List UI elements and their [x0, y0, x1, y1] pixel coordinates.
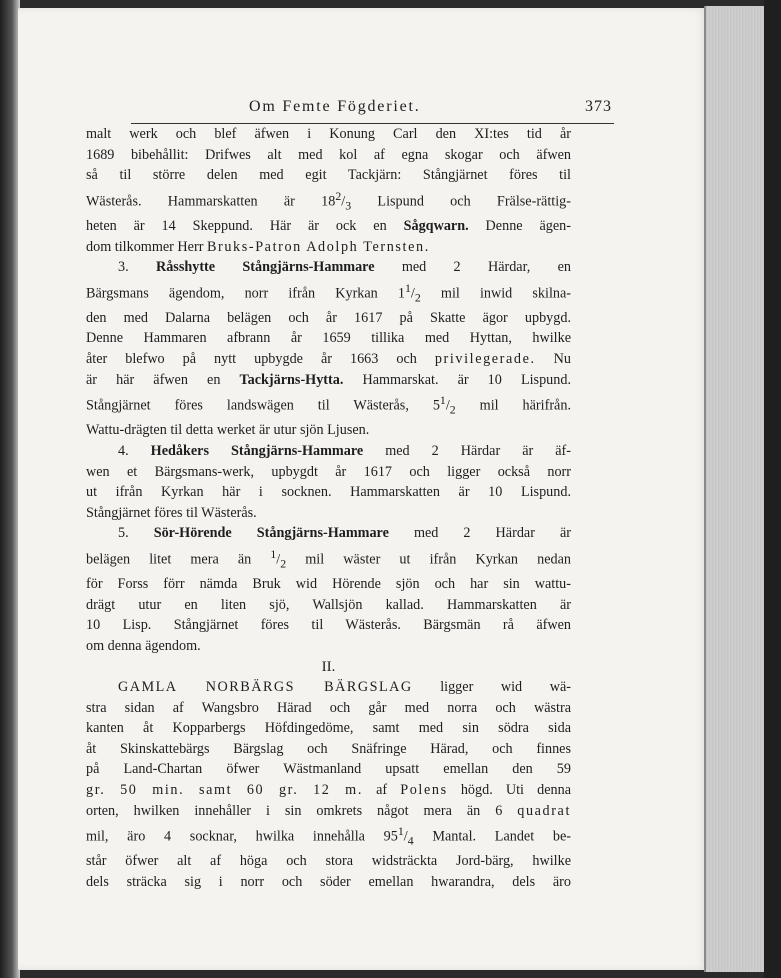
text-line: dels sträcka sig i norr och söder emellan hwarandra, dels äro	[86, 874, 571, 890]
text-line: med 2 Härdar är äf-	[363, 443, 571, 459]
text-line: åter blefwo på nytt upbygde år 1663 och	[86, 351, 435, 368]
text-line: mil, äro 4 socknar, hwilka innehålla 95	[86, 828, 398, 845]
caps-heading: GAMLA NORBÄRGS BÄRGSLAG	[118, 679, 413, 696]
text-line: kanten åt Kopparbergs Höfdingedöme, samt med sin södra sida	[86, 720, 571, 737]
text-line: malt werk och blef äfwen i Konung Carl den XI:tes tid år	[86, 126, 571, 142]
spaced-word: quadrat	[517, 802, 571, 819]
spaced-text: gr. 50 min. samt 60 gr. 12 m.	[86, 782, 363, 799]
running-title: Om Femte Fögderiet.	[249, 98, 421, 115]
fraction-denominator: 2	[414, 290, 421, 305]
section-heading: II.	[321, 658, 336, 675]
paragraph-4: 5. Sör-Hörende Stångjärns-Hammare med 2 Härdar är belägen litet mera än $^1/_2$ mil wäster ut ifrån Kyrkan nedan för Forss förr nämda Bruk wid Hörende sjön och har sin wattu- drägt utur en liten sjö, Wallsjön kallad. Hammarskatten är 10 Lisp. Stångjärnet föres til Wästerås. Bärgsmän rå äfwen	[86, 525, 571, 634]
item-number: 4.	[118, 443, 151, 459]
text-line: orten, hwilken innehåller i sin omkrets något mera än 6	[86, 802, 518, 819]
text-line: heten är 14 Skeppund. Här är ock en	[86, 217, 404, 234]
text-line: åt Skinskattebärgs Bärgslag och Snäfringe Härad, och finnes	[86, 740, 571, 757]
fraction-denominator: 2	[449, 402, 456, 417]
text-line: Denne Hammaren afbrann år 1659 tillika med Hyttan, hwilke	[86, 330, 571, 347]
text-line: 10 Lisp. Stångjärnet föres til Wästerås. Bärgsmän rå äfwen	[86, 617, 571, 634]
text-line: mil wäster ut ifrån Kyrkan nedan	[286, 551, 571, 568]
text-line: står öfwer alt af höga och stora widsträckta Jord-bärg, hwilke	[86, 853, 571, 870]
text-line: med 2 Härdar är	[388, 525, 571, 542]
text-line: Mantal. Landet be-	[413, 828, 571, 845]
spaced-name: Bruks-Patron Adolph Ternsten.	[206, 238, 430, 255]
text-line: Denne ägen-	[468, 217, 571, 234]
fraction-denominator: 2	[280, 556, 287, 571]
text-line: är här äfwen en	[86, 371, 240, 388]
spaced-word: privilegerade.	[434, 351, 536, 368]
paragraph-3	[86, 441, 571, 503]
text-line: för Forss förr nämda Bruk wid Hörende sjön och har sin wattu-	[86, 576, 571, 593]
fraction-numerator: 2	[335, 188, 342, 203]
text-line: ligger wid wä-	[412, 679, 571, 696]
book-cover-edge	[764, 0, 781, 978]
text-line: Wattu-drägten til detta werket är utur sjön Ljusen.	[86, 422, 370, 439]
text-line: Wästerås. Hammarskatten är 18	[86, 193, 336, 210]
item-number: 5.	[118, 525, 154, 542]
fraction-numerator: 1	[439, 393, 446, 408]
page-edges	[704, 6, 768, 972]
paragraph-4-end	[86, 636, 571, 657]
fraction-denominator: 3	[345, 198, 352, 213]
text-line: dom tilkommer Herr	[86, 238, 207, 255]
bold-heading: Råsshytte Stångjärns-Hammare	[155, 259, 375, 276]
bold-heading: Hedåkers Stångjärns-Hammare	[150, 443, 364, 459]
text-line: ut ifrån Kyrkan här i socknen. Hammarskatten är 10 Lispund.	[86, 484, 571, 501]
paragraph-1-end	[86, 237, 571, 258]
fraction-numerator: 1	[270, 546, 277, 561]
item-number: 3.	[118, 259, 156, 276]
text-line: drägt utur en liten sjö, Wallsjön kallad. Hammarskatten är	[86, 596, 571, 613]
text-line: Lispund och Frälse-rättig-	[351, 193, 571, 210]
paragraph-5: GAMLA NORBÄRGS BÄRGSLAG ligger wid wä- stra sidan af Wangsbro Härad och går med norra och wästra kanten åt Kopparbergs Höfdingedöme, samt med sin södra sida åt Skinskattebärgs Bärgslag och Snäfringe Härad, och finnes på Land-Chartan öfwer Wästmanland upsatt emellan den 59 gr. 50 min. samt 60 gr. 12 m. af Polens högd. Uti denna orten, hwilken innehåller i sin omkrets något mera än 6 quadrat mil, äro 4 socknar, hwilka innehålla $95^1/_4$ Mantal. Landet be- står öfwer alt af höga och stora widsträckta Jord-bärg, hwilke dels sträcka sig i norr och söder emellan hwarandra, dels äro	[86, 679, 571, 890]
text-line: stra sidan af Wangsbro Härad och går med norra och wästra	[86, 699, 571, 716]
text-line: så til större delen med egit Tackjärn: Stångjärnet föres til	[86, 167, 571, 184]
text-line: Stångjärnet föres til Wästerås.	[86, 504, 257, 521]
body-text	[86, 124, 571, 893]
text-line: wen et Bärgsmans-werk, upbygdt år 1617 och ligger också norr	[86, 463, 571, 480]
text-line: 1689 bibehållit: Drifwes alt med kol af egna skogar och äfwen	[86, 146, 571, 163]
text-line: Stångjärnet föres landswägen til Wästerås, 5	[86, 397, 440, 414]
text-line: med 2 Härdar, en	[374, 259, 571, 276]
paragraph-3-end	[86, 503, 571, 524]
paragraph-2: 3. Råsshytte Stångjärns-Hammare med 2 Härdar, en Bärgsmans ägendom, norr ifrån Kyrkan $1^1/_2$ mil inwid skilna- den med Dalarna belägen och år 1617 på Skatte ägor upbygd. Denne Hammaren afbrann år 1659 tillika med Hyttan, hwilke åter blefwo på nytt upbygde år 1663 och privilegerade. Nu är här äfwen en Tackjärns-Hytta. Hammarskat. är 10 Lispund. Stångjärnet föres landswägen til Wästerås, $5^1/_2$ mil härifrån.	[86, 259, 571, 417]
text-line: högd. Uti denna	[447, 782, 571, 799]
spaced-name: Polens	[400, 782, 448, 799]
text-line: mil inwid skilna-	[420, 285, 571, 302]
paragraph-1: malt werk och blef äfwen i Konung Carl den XI:tes tid år 1689 bibehållit: Drifwes alt med kol af egna skogar och äfwen så til större delen med egit Tackjärn: Stångjärnet föres til Wästerås. Hammarskatten är $18^2/_3$ Lispund och Frälse-rättig- heten är 14 Skeppund. Här är ock en Sågqwarn. Denne ägen-	[86, 126, 571, 234]
binding-edge	[0, 0, 20, 978]
text-line: belägen litet mera än	[86, 551, 271, 568]
text-line: Hammarskat. är 10 Lispund.	[343, 371, 571, 388]
text-line: af	[362, 782, 401, 799]
fraction-denominator: 4	[407, 833, 414, 848]
running-head	[131, 97, 614, 124]
fraction-numerator: 1	[397, 824, 404, 839]
text-line: på Land-Chartan öfwer Wästmanland upsatt emellan den 59	[86, 761, 571, 778]
text-line: om denna ägendom.	[86, 637, 201, 654]
text-line: Nu	[535, 351, 571, 368]
text-line: den med Dalarna belägen och år 1617 på Skatte ägor upbygd.	[86, 309, 571, 326]
bold-term: Tackjärns-Hytta.	[239, 371, 344, 388]
text-line: Bärgsmans ägendom, norr ifrån Kyrkan 1	[86, 285, 405, 302]
paragraph-2-end	[86, 420, 571, 441]
text-line: mil härifrån.	[455, 397, 571, 414]
bold-term: Sågqwarn.	[403, 217, 469, 234]
page-number: 373	[585, 98, 612, 115]
fraction-numerator: 1	[405, 280, 411, 295]
bold-heading: Sör-Hörende Stångjärns-Hammare	[153, 525, 389, 542]
